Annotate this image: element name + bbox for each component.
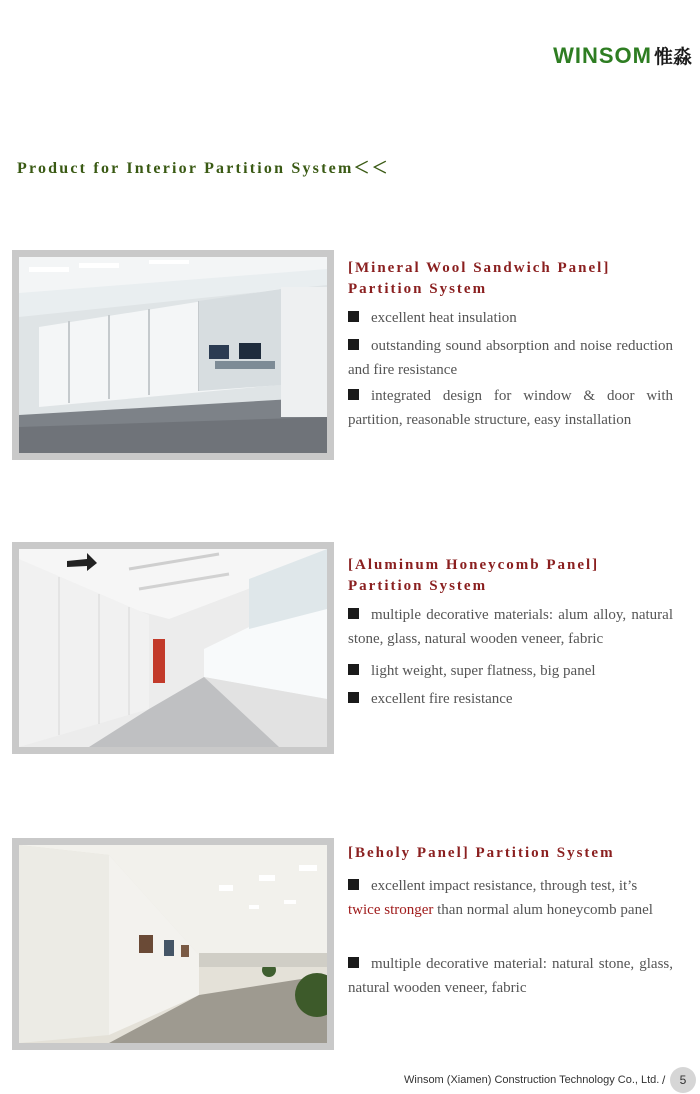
bullet-item: excellent impact resistance, through test, it’s twice stronger than normal alum honeycomb panel [348,878,653,918]
mineral-wool-title-line1: [Mineral Wool Sandwich Panel] [348,260,611,276]
bullet-item: multiple decorative materials: alum alloy, natural stone, glass, natural wooden veneer, fabric [348,607,673,647]
page-number: 5 [670,1067,696,1093]
winsom-logo [553,42,692,69]
white-corridor-photo [19,549,327,747]
aluminum-honeycomb-title-line2: Partition System [348,578,488,594]
bullet-square-icon [348,389,359,400]
bullet-item: multiple decorative material: natural stone, glass, natural wooden veneer, fabric [348,956,673,996]
highlight-text: twice stronger [348,902,434,918]
bullet-item: integrated design for window & door with partition, reasonable structure, easy installation [348,388,673,428]
page-title: Product for Interior Partition System＜＜ [17,160,390,177]
bullet-item: excellent fire resistance [348,687,673,711]
office-glass-partition-photo [19,257,327,453]
bullet-square-icon [348,311,359,322]
open-office-hall-image [19,845,327,1043]
bullet-square-icon [348,339,359,350]
aluminum-honeycomb-title [348,555,673,597]
beholy-title: [Beholy Panel] Partition System [348,845,615,861]
logo-chinese: 惟淼 [653,46,692,68]
bullet-item: light weight, super flatness, big panel [348,659,673,683]
bullet-square-icon [348,608,359,619]
beholy-section [348,843,673,1000]
logo-wordmark: WINSOM [553,42,652,68]
mineral-wool-section [348,258,673,432]
office-glass-partition-image [19,257,327,453]
bullet-square-icon [348,664,359,675]
photo-frame-1 [12,250,334,460]
open-office-hall-photo [19,845,327,1043]
photo-frame-3 [12,838,334,1050]
bullet-item: outstanding sound absorption and noise reduction and fire resistance [348,338,673,378]
photo-frame-2 [12,542,334,754]
bullet-square-icon [348,879,359,890]
bullet-item: excellent heat insulation [348,306,673,330]
aluminum-honeycomb-title-line1: [Aluminum Honeycomb Panel] [348,557,600,573]
mineral-wool-title [348,258,673,300]
footer-company: Winsom (Xiamen) Construction Technology Co., Ltd. [404,1074,660,1086]
mineral-wool-title-line2: Partition System [348,281,488,297]
aluminum-honeycomb-section [348,555,673,711]
footer-slash: / [662,1073,666,1087]
bullet-square-icon [348,692,359,703]
white-corridor-image [19,549,327,747]
bullet-square-icon [348,957,359,968]
